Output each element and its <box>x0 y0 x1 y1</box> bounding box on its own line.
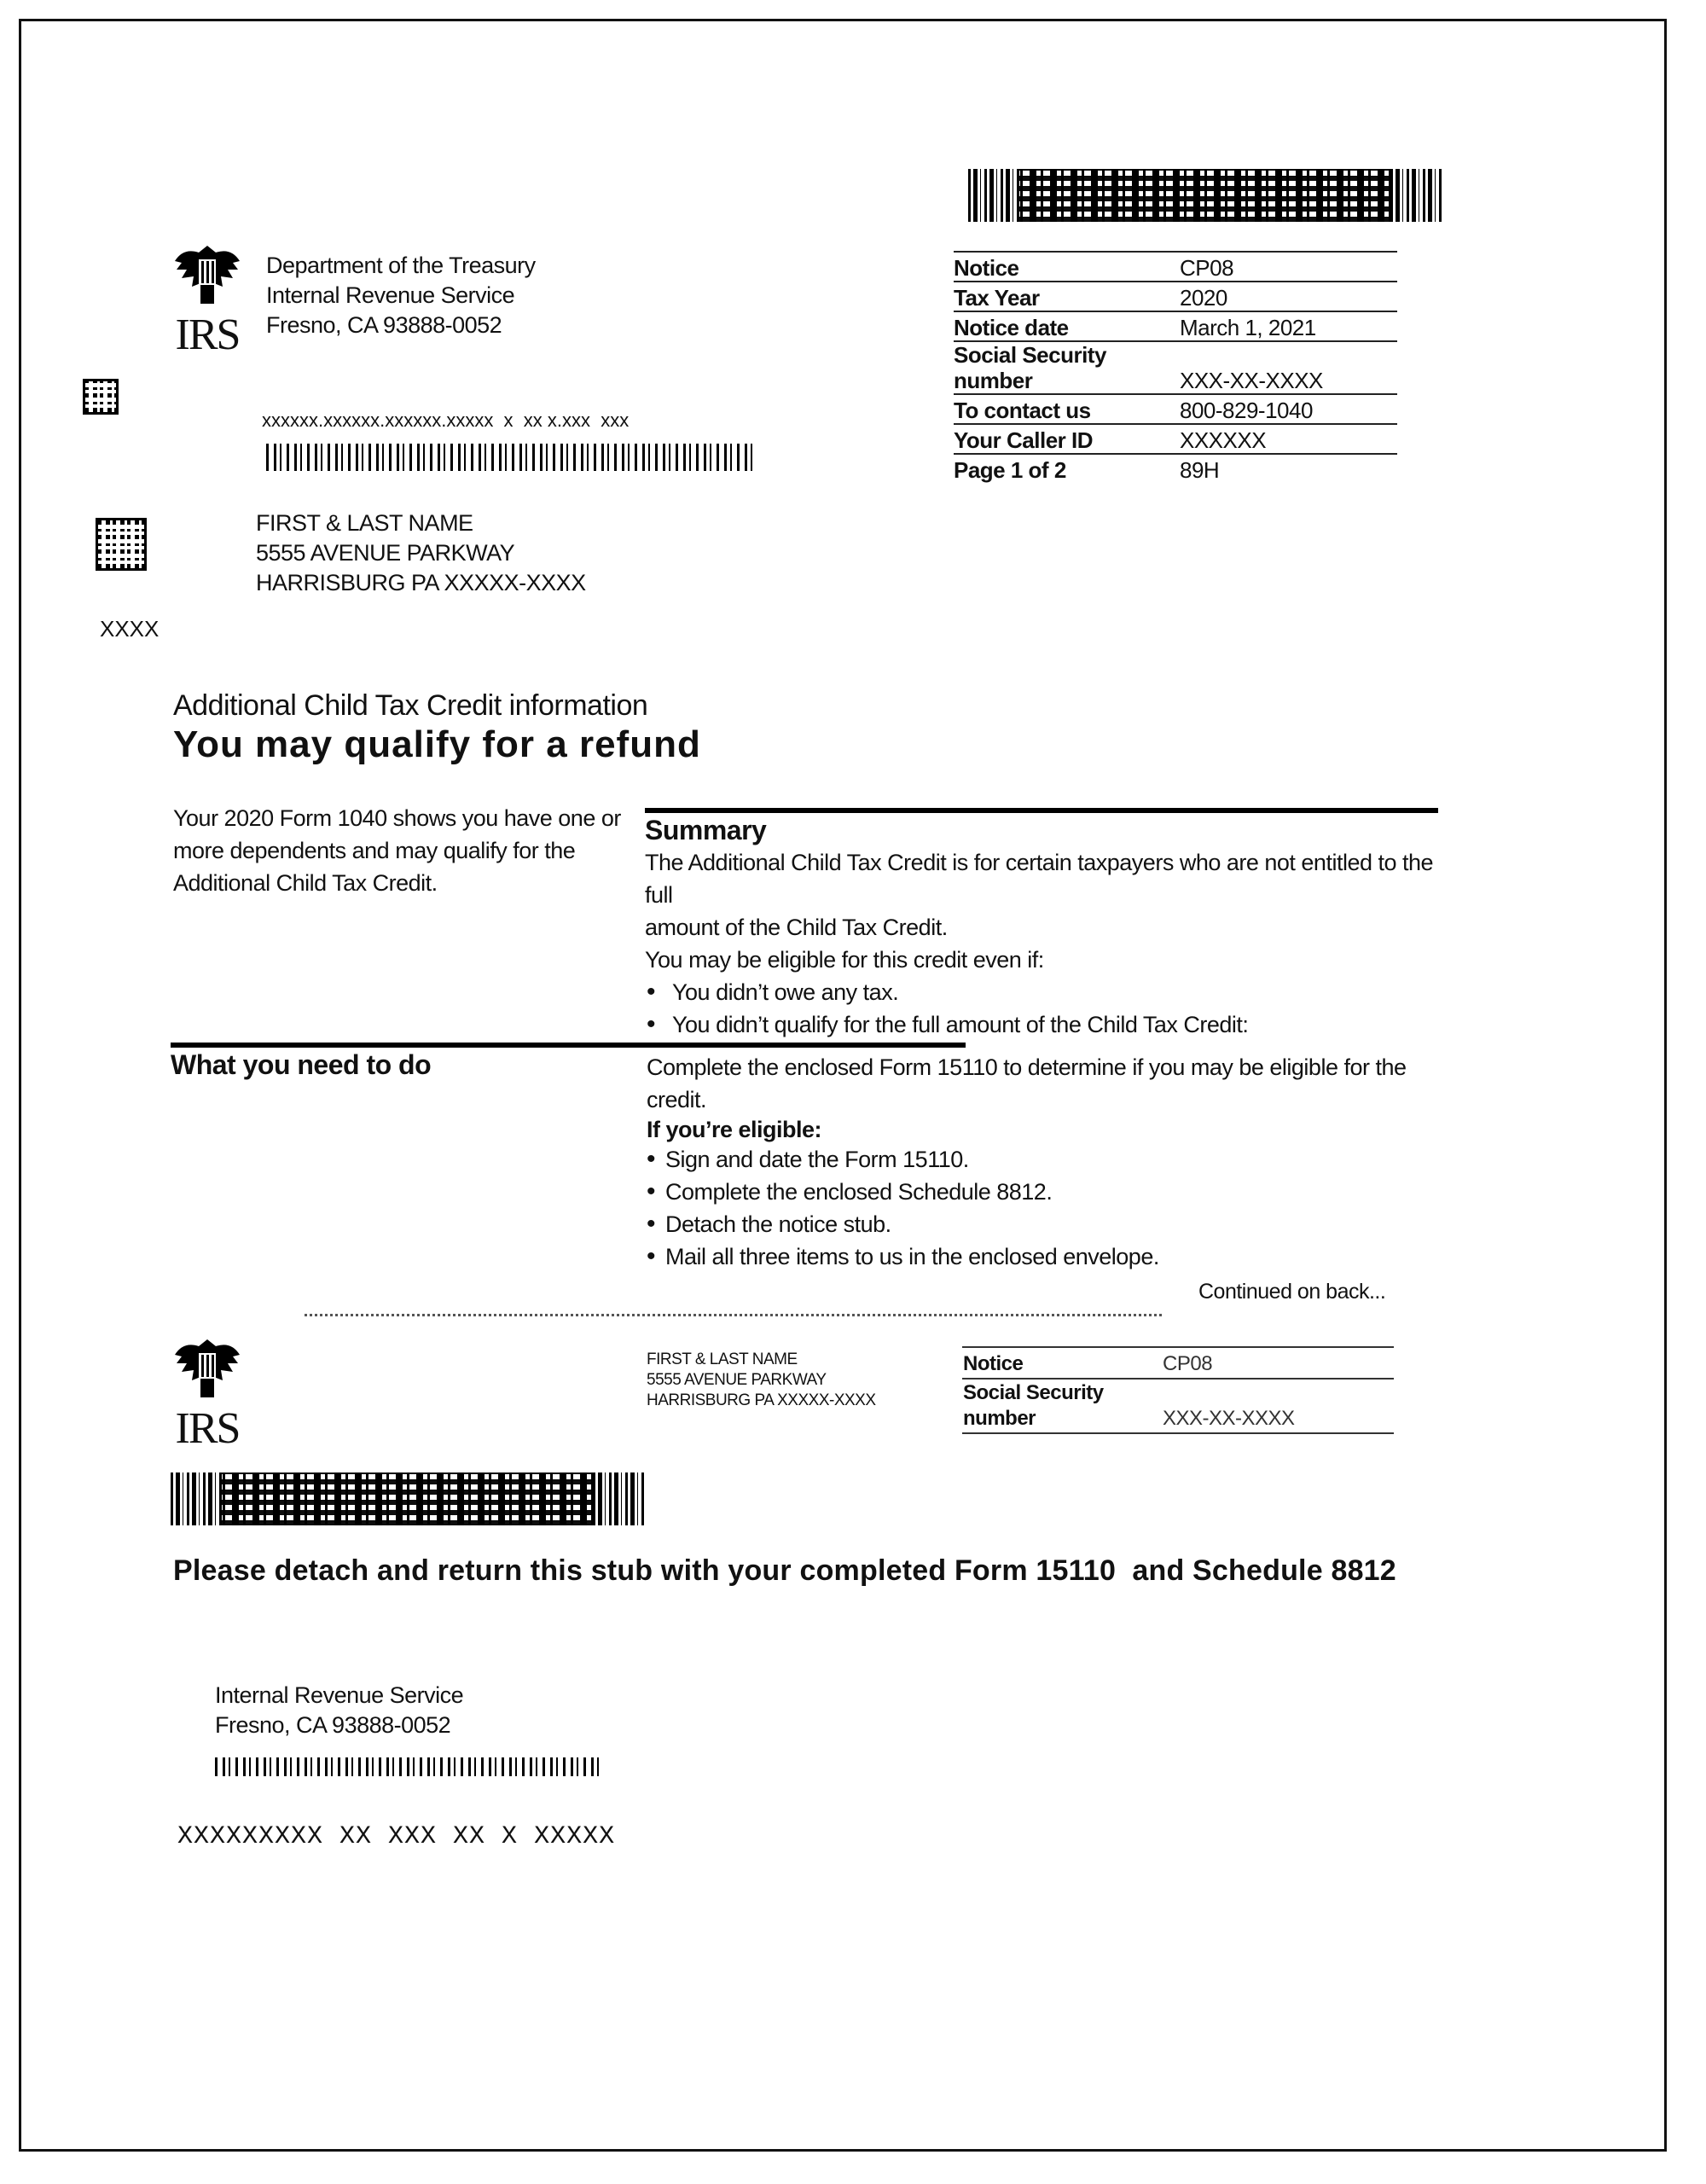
info-label: Page 1 of 2 <box>954 457 1066 483</box>
stub-recipient-line: FIRST & LAST NAME <box>647 1350 798 1368</box>
what-to-do-heading: What you need to do <box>171 1049 432 1080</box>
recipient-line: HARRISBURG PA XXXXX-XXXX <box>256 570 586 595</box>
what-to-do-intro: Complete the enclosed Form 15110 to determine if you may be eligible for the credit. <box>647 1054 1407 1112</box>
summary-line: The Additional Child Tax Credit is for certain taxpayers who are not entitled to the full <box>645 850 1434 908</box>
agency-line: Internal Revenue Service <box>266 282 515 308</box>
top-barcode <box>968 169 1442 222</box>
irs-logo <box>160 244 254 359</box>
info-label: Notice date <box>954 311 1180 341</box>
step-bullet: • Complete the enclosed Schedule 8812. <box>647 1176 1465 1208</box>
postal-barcode <box>266 444 752 471</box>
mail-code-line: xxxxxx.xxxxxx.xxxxxx.xxxxx x xx x.xxx xxx <box>262 410 630 431</box>
info-row <box>954 341 1397 394</box>
step-bullet: • Sign and date the Form 15110. <box>647 1143 1465 1176</box>
continued-note: Continued on back... <box>1198 1280 1386 1304</box>
info-row <box>954 311 1397 341</box>
eligible-subheading: If you’re eligible: <box>647 1117 822 1142</box>
step-bullet: • Detach the notice stub. <box>647 1208 1465 1240</box>
stub-info-label: Social Security number <box>962 1379 1162 1433</box>
stub-recipient <box>647 1350 876 1411</box>
notice-info-table <box>954 251 1397 483</box>
info-label: Social Security number <box>954 341 1180 394</box>
return-address-line: Fresno, CA 93888-0052 <box>215 1712 451 1738</box>
stub-instruction: Please detach and return this stub with your completed Form 15110 and Schedule 8812 <box>173 1554 1396 1587</box>
stub-recipient-line: HARRISBURG PA XXXXX-XXXX <box>647 1391 876 1409</box>
info-value: XXXXXX <box>1180 424 1397 454</box>
stub-barcode-right-bars <box>593 1472 644 1525</box>
return-address-line: Internal Revenue Service <box>215 1682 464 1708</box>
summary-bullets <box>645 976 1464 1041</box>
summary-bullet: • You didn’t qualify for the full amount of the Child Tax Credit: <box>645 1008 1464 1041</box>
summary-heading: Summary <box>645 815 767 845</box>
eagle-icon <box>166 1338 248 1404</box>
agency-address <box>266 251 536 340</box>
agency-line: Fresno, CA 93888-0052 <box>266 312 502 338</box>
summary-body <box>645 846 1464 1041</box>
info-value: CP08 <box>1180 252 1397 282</box>
info-label: To contact us <box>954 394 1180 424</box>
what-to-do-bullets <box>647 1143 1465 1273</box>
detach-line <box>305 1314 1162 1316</box>
eagle-icon <box>166 244 248 311</box>
info-value: XXX-XX-XXXX <box>1180 341 1397 394</box>
section-rule <box>171 1043 966 1048</box>
irs-wordmark: IRS <box>175 1404 240 1453</box>
intro-text <box>173 802 621 899</box>
recipient-line: 5555 AVENUE PARKWAY <box>256 540 515 566</box>
top-barcode-right-bars <box>1390 169 1442 222</box>
stub-info-row <box>962 1379 1394 1433</box>
return-postal-barcode <box>215 1757 603 1776</box>
recipient-qr-code <box>96 518 147 571</box>
recipient-address <box>256 508 586 598</box>
stub-recipient-line: 5555 AVENUE PARKWAY <box>647 1371 827 1389</box>
routing-code: XXXX <box>100 616 160 642</box>
irs-wordmark: IRS <box>175 311 240 359</box>
info-row <box>954 454 1397 483</box>
agency-line: Department of the Treasury <box>266 253 536 278</box>
step-bullet: • Mail all three items to us in the enclosed envelope. <box>647 1240 1465 1273</box>
info-row <box>954 252 1397 282</box>
info-value: 800-829-1040 <box>1180 394 1397 424</box>
page-title: You may qualify for a refund <box>173 723 701 765</box>
intro-line: Additional Child Tax Credit. <box>173 870 438 896</box>
info-row <box>954 424 1397 454</box>
return-address <box>215 1681 463 1740</box>
stub-info-value: CP08 <box>1162 1347 1394 1379</box>
stub-info-value: XXX-XX-XXXX <box>1162 1379 1394 1433</box>
what-to-do-body <box>647 1051 1465 1273</box>
summary-rule <box>645 808 1438 813</box>
stub-irs-logo <box>160 1338 254 1453</box>
top-barcode-left-bars <box>968 169 1019 222</box>
info-value: 2020 <box>1180 282 1397 311</box>
info-row <box>954 394 1397 424</box>
info-value: 89H <box>1180 457 1220 483</box>
scan-line: XXXXXXXXX XX XXX XX X XXXXX <box>177 1822 616 1851</box>
intro-line: Your 2020 Form 1040 shows you have one or <box>173 805 621 831</box>
info-row <box>954 282 1397 311</box>
stub-barcode-left-bars <box>171 1472 222 1525</box>
stub-info-table <box>962 1346 1394 1434</box>
small-qr-code <box>83 379 119 415</box>
info-value: March 1, 2021 <box>1180 311 1397 341</box>
info-label: Your Caller ID <box>954 424 1180 454</box>
summary-line: You may be eligible for this credit even if: <box>645 947 1044 973</box>
stub-barcode <box>171 1472 644 1525</box>
intro-line: more dependents and may qualify for the <box>173 838 576 863</box>
recipient-line: FIRST & LAST NAME <box>256 510 473 536</box>
stub-info-row <box>962 1347 1394 1379</box>
title-kicker: Additional Child Tax Credit information <box>173 689 648 722</box>
info-label: Tax Year <box>954 282 1180 311</box>
info-label: Notice <box>954 252 1180 282</box>
stub-info-label: Notice <box>962 1347 1162 1379</box>
summary-line: amount of the Child Tax Credit. <box>645 915 948 940</box>
summary-bullet: • You didn’t owe any tax. <box>645 976 1464 1008</box>
